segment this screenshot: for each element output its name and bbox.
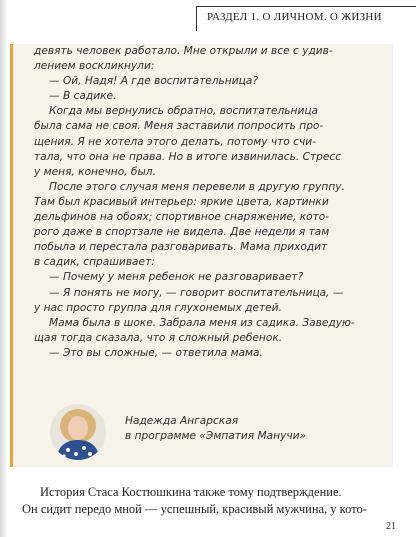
author-photo-image — [50, 404, 106, 460]
body-line: История Стаса Костюшкина также тому подтверждение. — [40, 485, 342, 499]
quote-line: — Почему у меня ребенок не разговаривает? — [49, 271, 304, 284]
body-text — [22, 484, 402, 518]
running-header-title: РАЗДЕЛ 1. О ЛИЧНОМ. О ЖИЗНИ — [207, 11, 382, 23]
quote-line: щения. Я не хотела этого делать, потому что счи- — [34, 135, 316, 148]
author-photo — [50, 404, 106, 460]
quote-line: Мама была в шоке. Забрала меня из садика. Заведую- — [49, 316, 355, 329]
quote-attribution — [50, 402, 380, 472]
quote-line: — Я понять не могу, — говорит воспитательница, — — [49, 286, 344, 299]
running-header — [196, 6, 416, 31]
quote-line: лением воскликнули: — [34, 60, 155, 73]
quote-line: Там был красивый интерьер: яркие цвета, картинки — [34, 195, 329, 208]
quote-line: у меня, конечно, был. — [34, 165, 156, 178]
quote-line: — Ой, Надя! А где воспитательница? — [49, 75, 258, 88]
quote-line: щая тогда сказала, что я сложный ребенок. — [34, 331, 283, 344]
author-name: Надежда Ангарская — [125, 415, 239, 427]
quote-line: После этого случая меня перевели в другую группу. — [49, 180, 345, 193]
quote-line: была сама не своя. Меня заставили попросить про- — [34, 120, 324, 133]
page-number: 21 — [386, 521, 396, 532]
quote-line: у нас просто группа для глухонемых детей. — [34, 301, 282, 314]
quote-line: — Это вы сложные, — ответила мама. — [49, 346, 263, 359]
quote-line: рого даже в спортзале не видела. Две недели я там — [34, 226, 330, 239]
quote-line: — В садике. — [49, 90, 117, 103]
quote-line: побыла и перестала разговаривать. Мама приходит — [34, 241, 328, 254]
quote-line: тала, что она не права. Но в итоге извинилась. Стресс — [34, 150, 342, 163]
quote-line: Когда мы вернулись обратно, воспитательница — [49, 105, 319, 118]
quote-line: в садик, спрашивает: — [34, 256, 155, 269]
body-line: Он сидит передо мной — успешный, красивый мужчина, у кото- — [22, 502, 367, 516]
quote-line: дельфинов на обоях; спортивное снаряжение, кото- — [34, 211, 330, 224]
author-caption — [125, 414, 306, 444]
page-gutter-shadow — [0, 0, 6, 537]
author-program: в программе «Эмпатия Манучи» — [125, 430, 307, 442]
quote-text — [34, 44, 382, 361]
quote-line: девять человек работало. Мне открыли и все с удив- — [34, 45, 333, 57]
